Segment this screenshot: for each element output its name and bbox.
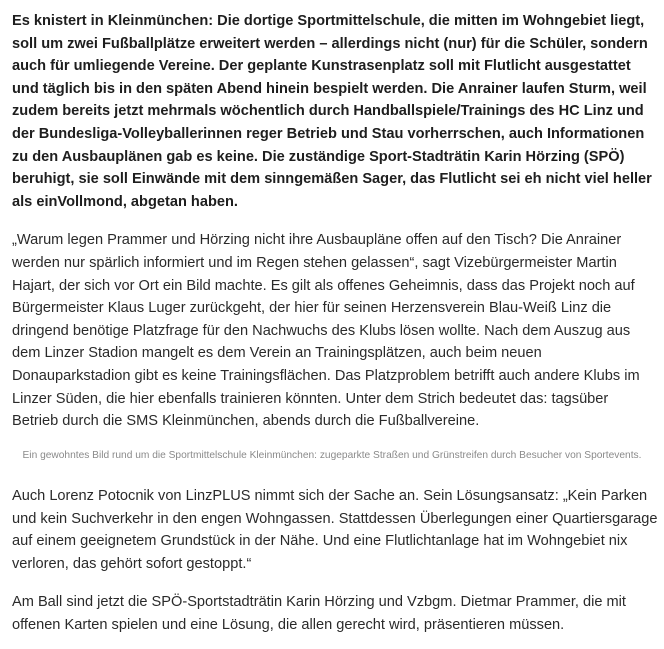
article-paragraph-2: Auch Lorenz Potocnik von LinzPLUS nimmt sich der Sache an. Sein Lösungsansatz: „Kein Parken und kein Suchverkehr in den engen Wohngassen. Stattdessen Überlegungen einer Quartiersgarage auf einem geeignetem Grundstück in der Nähe. Und eine Flutlichtanlage hat im Wohngebiet nix verloren, das gehört sofort gestoppt.“	[12, 488, 658, 572]
article-paragraph-1: „Warum legen Prammer und Hörzing nicht ihre Ausbaupläne offen auf den Tisch? Die Anrainer werden nur spärlich informiert und im Regen stehen gelassen“, sagt Vizebürgermeister Martin Hajart, der sich vor Ort ein Bild machte. Es gilt als offenes Geheimnis, dass das Projekt noch auf Bürgermeister Klaus Luger zurückgeht, der hier für seinen Herzensverein Blau-Weiß Linz die dringend benötige Platzfrage für den Nachwuchs des Klubs lösen wollte. Nach dem Auszug aus dem Linzer Stadion mangelt es dem Verein an Trainingsplätzen, auch beim neuen Donauparkstadion gibt es keine Trainingsflächen. Das Platzproblem betrifft auch andere Klubs im Linzer Süden, die hier ebenfalls trainieren könnten. Unter dem Strich bedeutet das: tagsüber Betrieb durch die SMS Kleinmünchen, abends durch die Fußballvereine.	[12, 232, 640, 430]
article-lead: Es knistert in Kleinmünchen: Die dortige Sportmittelschule, die mitten im Wohngebiet liegt, soll um zwei Fußballplätze erweitert werden – allerdings nicht (nur) für die Schüler, sondern auch für umliegende Vereine. Der geplante Kunstrasenplatz soll mit Flutlicht ausgestattet und täglich bis in den späten Abend hinein bespielt werden. Die Anrainer laufen Sturm, weil zudem bereits jetzt mehrmals wöchentlich durch Handballspiele/Trainings des HC Linz und der Bundesliga-Volleyballerinnen reger Betrieb und Stau vorherrschen, auch Informationen zu den Ausbauplänen gab es keine. Die zuständige Sport-Stadträtin Karin Hörzing (SPÖ) beruhigt, sie soll Einwände mit dem sinngemäßen Sager, das Flutlicht sei eh nicht viel heller als einVollmond, abgetan haben.	[12, 13, 652, 210]
article-paragraph-3: Am Ball sind jetzt die SPÖ-Sportstadträtin Karin Hörzing und Vzbgm. Dietmar Prammer, die mit offenen Karten spielen und eine Lösung, die allen gerecht wird, präsentieren müssen.	[12, 594, 626, 633]
image-caption: Ein gewohntes Bild rund um die Sportmittelschule Kleinmünchen: zugeparkte Straßen und Grünstreifen durch Besucher von Sportevents.	[22, 450, 642, 461]
article-body	[12, 10, 658, 433]
